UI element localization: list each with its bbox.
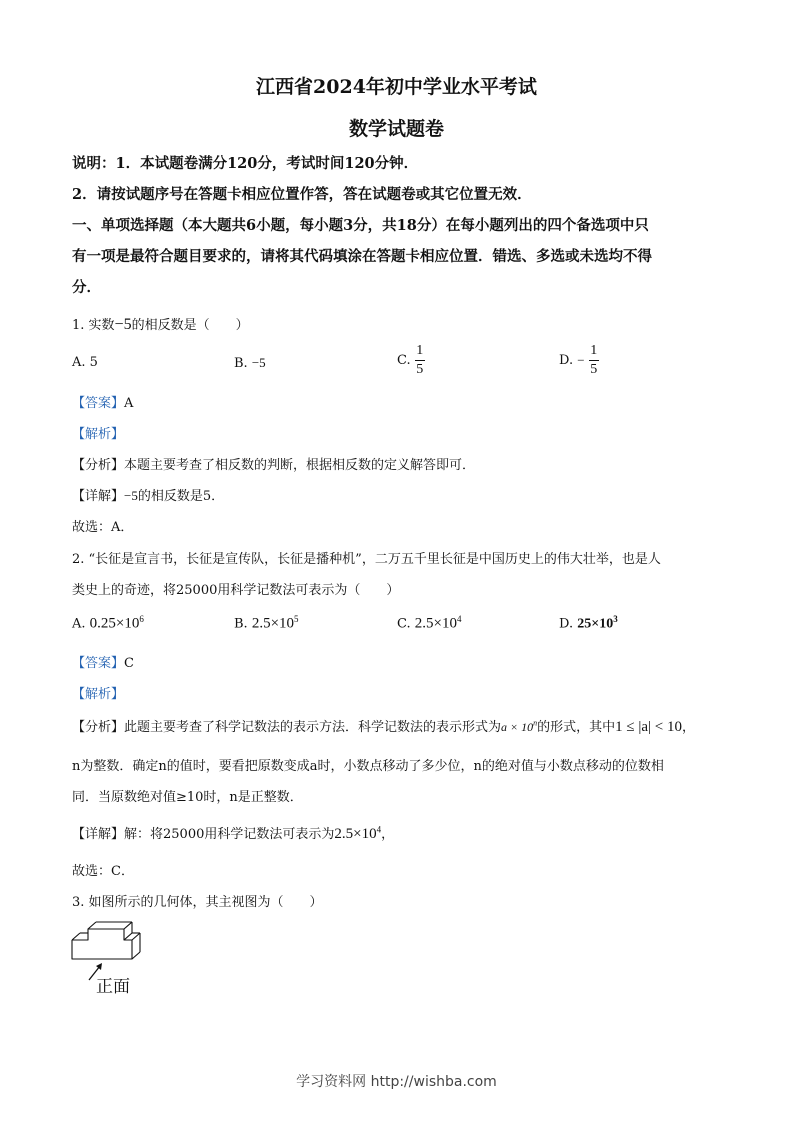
q2-option-d (559, 614, 618, 632)
q2-choose: 故选：C． (72, 864, 134, 879)
q3-stem: 3. 如图所示的几何体，其主视图为（ ） (72, 895, 323, 910)
q2-option-c-exp: 4 (456, 614, 462, 624)
q1-analysis-tag: 【解析】 (72, 427, 125, 442)
q1-stem-pre: 1. 实数 (72, 318, 115, 333)
q1-option-c-fraction (415, 343, 425, 378)
q1-fenxi-tag: 【分析】 (72, 458, 125, 473)
q2-detail (72, 823, 394, 843)
q2-answer-value: C (124, 656, 134, 671)
page-footer: 学习资料网 http://wishba.com (296, 1074, 497, 1090)
q2-option-d-exp: 3 (613, 614, 618, 624)
q1-option-c-denominator: 5 (416, 362, 424, 377)
q2-fenxi-line1-end: ， (682, 720, 696, 735)
q2-option-d-base: 25×10 (577, 616, 614, 632)
q1-option-d-sign: − (577, 352, 585, 368)
note-1: 说明：1．本试题卷满分120分，考试时间120分钟． (72, 155, 419, 172)
q2-fenxi-line1-a: 此题主要考查了科学记数法的表示方法．科学记数法的表示形式为 (124, 720, 502, 735)
q2-answer (72, 652, 134, 671)
q1-option-d-fraction (589, 343, 599, 378)
q2-fenxi-line2: n为整数．确定n的值时，要看把原数变成a时，小数点移动了多少位，n的绝对值与小数点移动的位数相 (72, 759, 664, 774)
q1-answer-value: A (124, 396, 134, 411)
q1-option-b-label: B. (234, 356, 248, 371)
q1-answer (72, 392, 133, 411)
q2-option-a-label: A. (72, 616, 86, 632)
section1-line3: 分． (72, 279, 101, 296)
q1-fenxi-text: 本题主要考查了相反数的判断，根据相反数的定义解答即可． (124, 458, 476, 473)
q2-detail-tag: 【详解】 (72, 827, 125, 842)
q1-stem (72, 314, 249, 334)
q2-option-d-label: D. (559, 616, 574, 632)
q2-fenxi-formula-exp: n (533, 718, 538, 728)
q2-fenxi-inequality: 1 ≤ |a| < 10 (615, 719, 683, 735)
q1-stem-num: −5 (114, 316, 132, 333)
q3-solid-figure (68, 918, 148, 968)
q2-option-b (234, 614, 299, 632)
q2-detail-base: 2.5×10 (334, 826, 377, 842)
q1-option-a: A. 5 (72, 355, 98, 370)
q1-detail (72, 485, 224, 504)
section1-line2: 有一项是最符合题目要求的，请将其代码填涂在答题卡相应位置．错选、多选或未选均不得 (72, 248, 652, 265)
q2-stem-line1: 2. “长征是宣言书，长征是宣传队，长征是播种机”，二万五千里长征是中国历史上的伟大壮举，也是人 (72, 552, 661, 567)
q1-option-b-value: −5 (251, 355, 266, 370)
q2-stem-line2: 类史上的奇迹，将25000用科学记数法可表示为（ ） (72, 583, 400, 598)
q1-detail-tag: 【详解】 (72, 489, 125, 504)
q1-stem-post: 的相反数是（ ） (131, 318, 249, 333)
q2-detail-text: 解：将25000用科学记数法可表示为 (124, 827, 335, 842)
exam-title: 江西省2024年初中学业水平考试 (256, 76, 537, 98)
section1-line1: 一、单项选择题（本大题共6小题，每小题3分，共18分）在每小题列出的四个备选项中只 (72, 217, 649, 234)
q1-answer-tag: 【答案】 (72, 396, 125, 411)
q2-fenxi-line1-b: 的形式，其中 (537, 720, 616, 735)
q1-option-d-denominator: 5 (590, 362, 598, 377)
exam-subtitle: 数学试题卷 (348, 118, 444, 140)
q1-option-b (234, 355, 266, 371)
q2-option-b-exp: 5 (294, 614, 299, 624)
q2-analysis-tag: 【解析】 (72, 687, 125, 702)
q2-fenxi-tag: 【分析】 (72, 720, 125, 735)
q2-detail-exp: 4 (376, 824, 382, 835)
q1-fenxi (72, 454, 475, 473)
q2-fenxi-line1 (72, 716, 695, 736)
q2-option-b-base: 2.5×10 (251, 615, 295, 632)
q2-option-b-label: B. (234, 616, 248, 632)
q1-option-c-numerator: 1 (416, 343, 424, 358)
q1-detail-text: 的相反数是5． (137, 489, 225, 504)
q1-choose: 故选：A． (72, 520, 134, 535)
q2-option-c-base: 2.5×10 (414, 615, 457, 632)
q1-option-c-label: C. (397, 353, 411, 368)
q1-detail-num: −5 (124, 488, 138, 503)
q2-option-c-label: C. (397, 616, 411, 632)
q1-option-c (397, 343, 425, 378)
q1-option-d-numerator: 1 (590, 343, 598, 358)
q2-fenxi-line3: 同．当原数绝对值≥10时，n是正整数． (72, 790, 303, 805)
q2-detail-end: ， (381, 827, 395, 842)
q2-fenxi-formula: a × 10 (501, 720, 534, 734)
q1-option-d (559, 343, 599, 378)
q2-option-c (397, 614, 461, 632)
q2-option-a (72, 614, 144, 632)
q2-option-a-exp: 6 (139, 614, 144, 624)
note-2: 2．请按试题序号在答题卡相应位置作答，答在试题卷或其它位置无效． (72, 186, 532, 203)
q2-option-a-base: 0.25×10 (89, 615, 140, 632)
q3-figure-label: 正面 (96, 977, 130, 997)
q2-answer-tag: 【答案】 (72, 656, 125, 671)
q1-option-d-label: D. (559, 353, 574, 368)
